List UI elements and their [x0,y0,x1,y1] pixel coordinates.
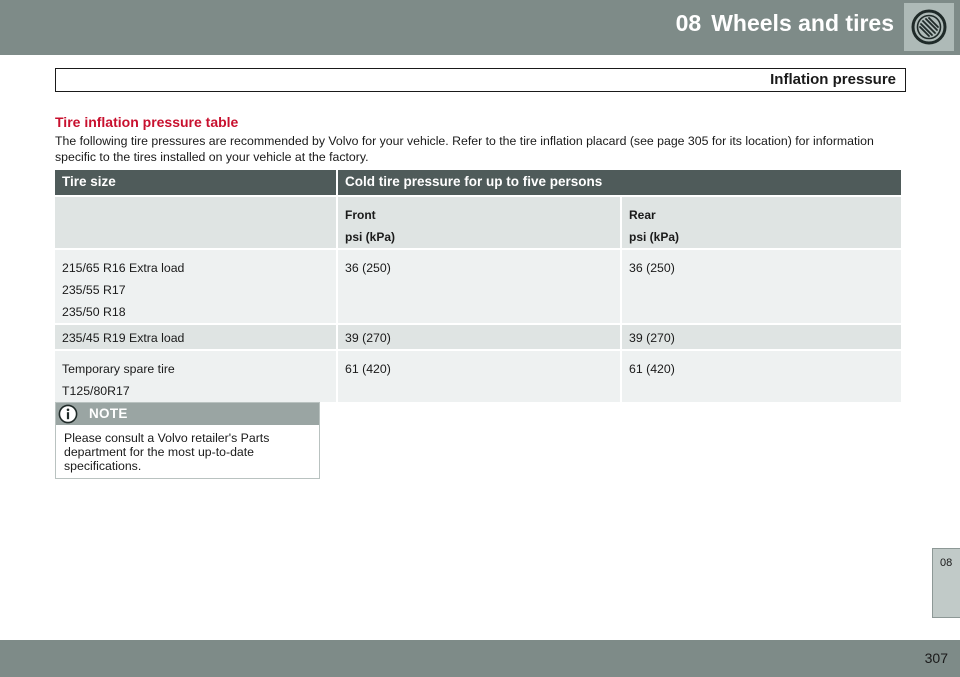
front-pressure-cell: 36 (250) [338,250,620,323]
section-title-bar [55,68,906,92]
front-pressure-cell: 61 (420) [338,351,620,402]
table-row [55,250,901,323]
chapter-number: 08 [675,10,702,36]
rear-pressure-cell: 36 (250) [622,250,901,323]
header-cold-pressure: Cold tire pressure for up to five persons [338,170,901,195]
front-label: Front [345,208,376,222]
chapter-side-tab [932,548,960,618]
note-box [55,402,320,479]
tire-size: 235/50 R18 [62,305,126,319]
side-tab-label: 08 [940,557,953,569]
pressure-table [53,168,903,404]
section-title: Inflation pressure [770,71,896,88]
tire-size: 215/65 R16 Extra load [62,261,185,275]
rear-unit: psi (kPa) [629,230,680,244]
info-icon [58,404,78,424]
note-label: NOTE [89,406,128,421]
note-text: Please consult a Volvo retailer's Parts department for the most up-to-date specifications. [64,431,270,473]
table-subheader-row [55,197,901,248]
rear-pressure-cell: 61 (420) [622,351,901,402]
page-number: 307 [924,650,948,666]
table-header-row [55,170,901,195]
tire-size: 235/55 R17 [62,283,126,297]
table-row [55,351,901,402]
subheader-front [338,197,620,248]
subheader-empty [55,197,336,248]
tire-size-cell [55,325,336,349]
front-pressure-cell: 39 (270) [338,325,620,349]
tire-icon-box [904,3,954,51]
footer-band [0,640,960,677]
tire-size-cell [55,351,336,402]
rear-pressure-cell: 39 (270) [622,325,901,349]
chapter-title [676,10,894,37]
subheader-rear [622,197,901,248]
chapter-name: Wheels and tires [711,10,894,36]
table-row [55,325,901,349]
intro-paragraph: The following tire pressures are recommended by Volvo for your vehicle. Refer to the tire inflation placard (see page 305 for its location) for information specific to the tires installed on your vehicle at the factory. [55,134,874,164]
note-header [56,403,319,425]
rear-label: Rear [629,208,656,222]
tire-size: T125/80R17 [62,384,130,398]
front-unit: psi (kPa) [345,230,396,244]
content-heading: Tire inflation pressure table [55,114,239,130]
tire-size: Temporary spare tire [62,362,175,376]
tire-icon [910,8,948,46]
tire-size-cell [55,250,336,323]
tire-size: 235/45 R19 Extra load [62,331,185,345]
header-tire-size: Tire size [55,170,336,195]
